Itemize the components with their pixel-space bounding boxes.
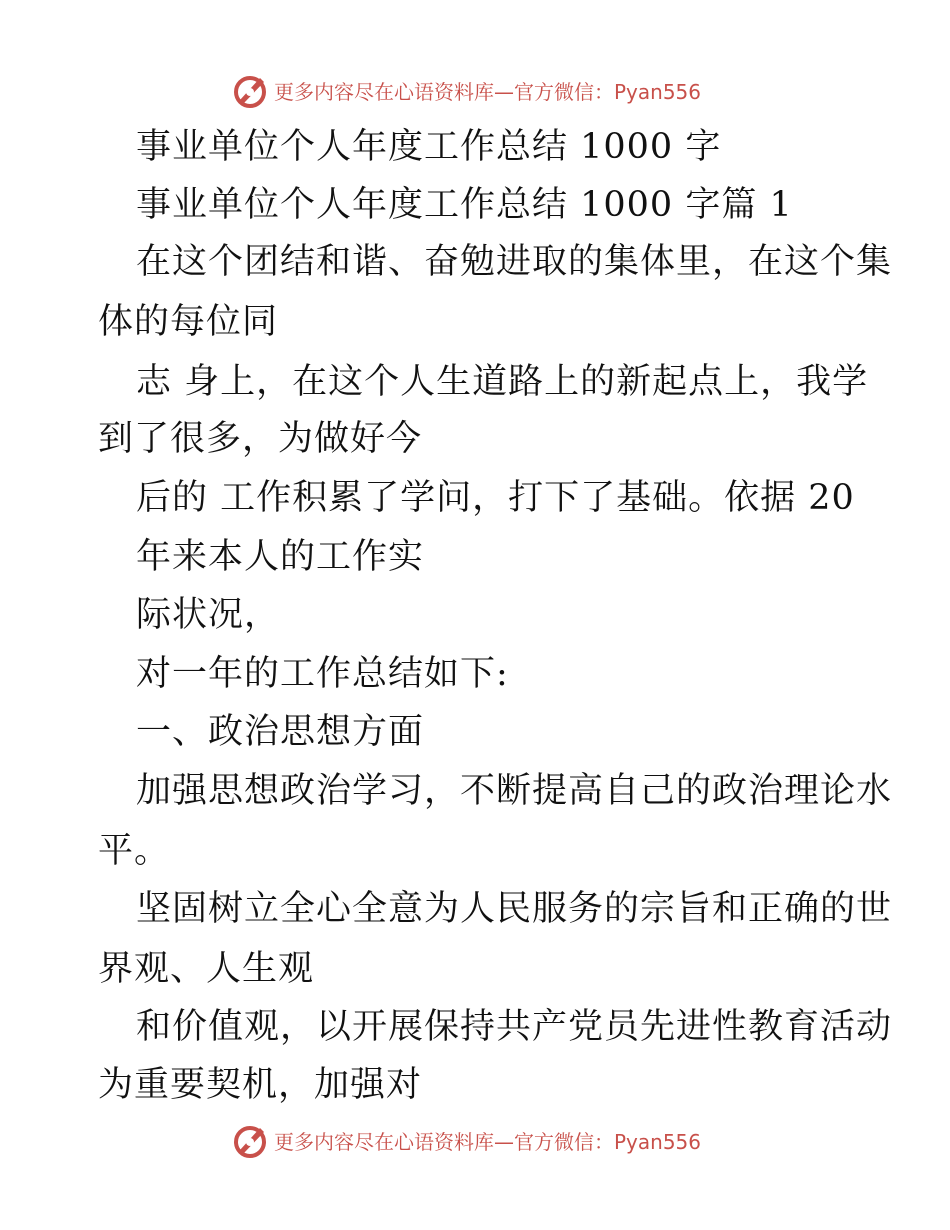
paragraph-line: 际状况， [136,595,281,635]
paragraph-line: 为重要契机，加强对 [98,1065,423,1105]
paragraph-line: 在这个团结和谐、奋勉进取的集体里，在这个集 [136,242,893,282]
paragraph-line: 坚固树立全心全意为人民服务的宗旨和正确的世 [136,889,893,929]
ink-pen-logo-icon [230,70,270,110]
paragraph-line: 对一年的工作总结如下: [136,654,509,694]
footer-banner [230,1118,730,1162]
paragraph-line: 平。 [98,831,171,871]
paragraph-line: 加强思想政治学习，不断提高自己的政治理论水 [136,771,893,811]
paragraph-line: 志 身上，在这个人生道路上的新起点上，我学 [136,362,869,402]
paragraph-line: 年来本人的工作实 [136,537,425,577]
paragraph-line: 体的每位同 [98,302,279,342]
footer-text: 更多内容尽在心语资料库—官方微信：Pyan556 [274,1129,702,1154]
section-heading: 一、政治思想方面 [136,712,425,752]
paragraph-line: 和价值观，以开展保持共产党员先进性教育活动 [136,1007,893,1047]
ink-pen-logo-icon [230,1120,270,1160]
header-banner [230,68,730,112]
paragraph-line: 后的 工作积累了学问，打下了基础。依据 20 [136,478,855,518]
paragraph-line: 到了很多，为做好今 [98,419,423,459]
document-subtitle: 事业单位个人年度工作总结 1000 字篇 1 [136,185,793,225]
document-title: 事业单位个人年度工作总结 1000 字 [136,127,722,167]
paragraph-line: 界观、人生观 [98,949,315,989]
header-text: 更多内容尽在心语资料库—官方微信：Pyan556 [274,79,702,104]
